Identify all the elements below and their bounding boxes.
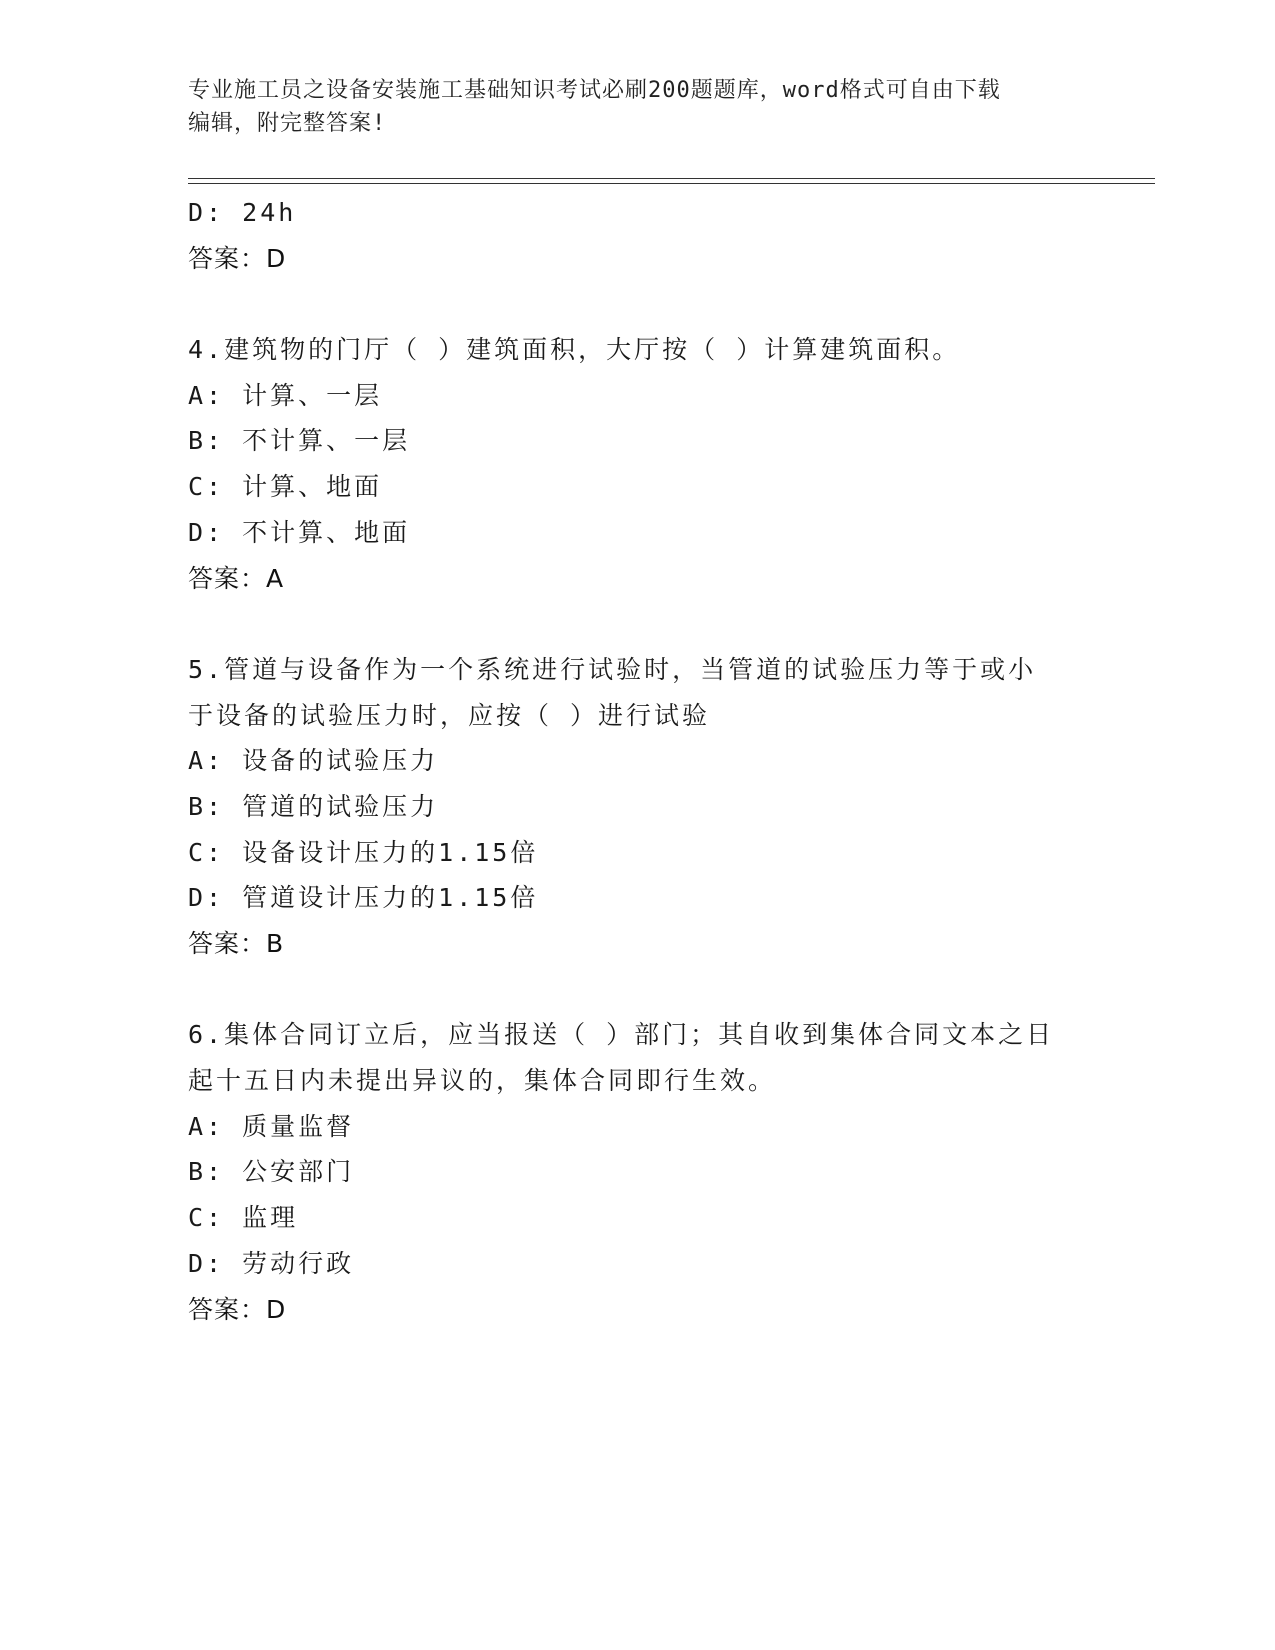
- q4-option-a: A: 计算、一层: [188, 380, 383, 410]
- q5-option-b: B: 管道的试验压力: [188, 791, 439, 821]
- question-content: [188, 190, 1088, 1332]
- q5-option-d: D: 管道设计压力的1.15倍: [188, 883, 539, 913]
- document-header: [188, 74, 1088, 140]
- q5-stem-line1: 5.管道与设备作为一个系统进行试验时，当管道的试验压力等于或小: [188, 654, 1037, 684]
- q6-option-b: B: 公安部门: [188, 1157, 355, 1187]
- q4-option-b: B: 不计算、一层: [188, 426, 411, 456]
- header-title-line2: 编辑，附完整答案!: [188, 111, 387, 136]
- q5-option-a: A: 设备的试验压力: [188, 746, 439, 776]
- q6-option-c: C: 监理: [188, 1203, 299, 1233]
- header-title-line1: 专业施工员之设备安装施工基础知识考试必刷200题题库，word格式可自由下载: [188, 78, 1001, 103]
- q5-option-c: C: 设备设计压力的1.15倍: [188, 837, 539, 867]
- header-rule-top: [188, 178, 1155, 179]
- q6-stem-line1: 6.集体合同订立后，应当报送（ ）部门；其自收到集体合同文本之日: [188, 1020, 1055, 1050]
- prev-answer: 答案：D: [188, 243, 287, 273]
- q4-option-d: D: 不计算、地面: [188, 517, 411, 547]
- q5-stem-line2: 于设备的试验压力时，应按（ ）进行试验: [188, 700, 711, 730]
- q6-answer: 答案：D: [188, 1294, 287, 1324]
- prev-option-d: D: 24h: [188, 198, 297, 227]
- spacer: [188, 281, 1088, 327]
- q5-answer: 答案：B: [188, 929, 285, 958]
- q6-stem-line2: 起十五日内未提出异议的，集体合同即行生效。: [188, 1066, 777, 1096]
- header-rule-bottom: [188, 183, 1155, 184]
- q6-option-d: D: 劳动行政: [188, 1248, 355, 1278]
- spacer: [188, 967, 1088, 1013]
- q6-option-a: A: 质量监督: [188, 1111, 355, 1141]
- q4-stem: 4.建筑物的门厅（ ）建筑面积，大厅按（ ）计算建筑面积。: [188, 335, 961, 365]
- q4-option-c: C: 计算、地面: [188, 472, 383, 502]
- spacer: [188, 601, 1088, 647]
- q4-answer: 答案：A: [188, 563, 285, 593]
